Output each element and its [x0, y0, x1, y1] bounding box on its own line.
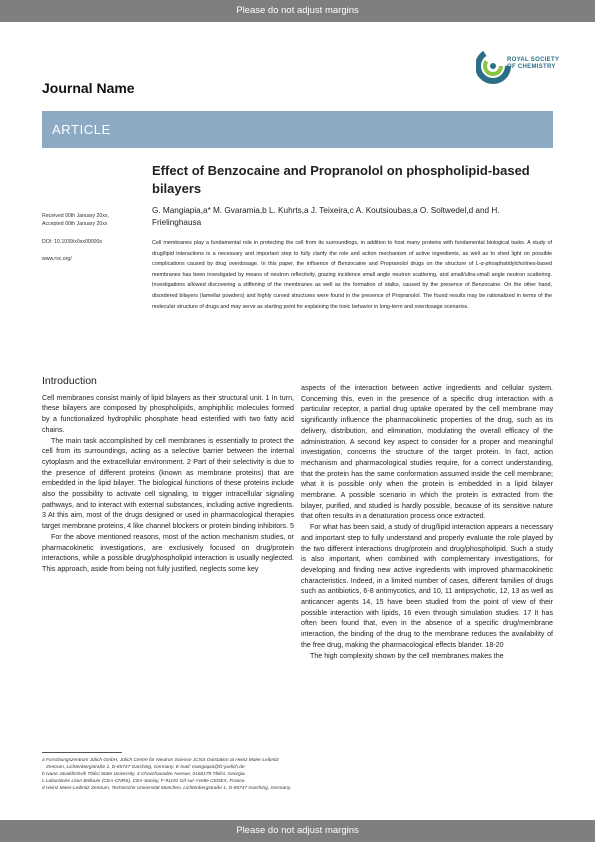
- bottom-margin-banner: Please do not adjust margins: [0, 820, 595, 842]
- footnote: a Forschungszentrum Jülich GmbH, Jülich Centre for Neutron Science JCNS Outstation at Heinz Maier-Leibnitz Zentrum, Lichtenbergstraße 1, D-85747 Garching, Germany. E-mail: mangiapia@fz-juelich.de: [42, 758, 279, 770]
- footnote: c Laboratoire Léon Brillouin (CEA-CNRS), CEA-Saclay, F-91191 Gif-sur-Yvette CEDEX, France.: [42, 779, 246, 784]
- journal-name: Journal Name: [42, 80, 135, 96]
- affiliation-footnotes: [42, 757, 292, 792]
- logo-line-2: OF CHEMISTRY: [507, 64, 556, 70]
- accepted-date: Accepted 00th January 20xx: [42, 221, 108, 227]
- paragraph: The main task accomplished by cell membranes is essentially to protect the cell from its surroundings, acting as a selective barrier between the internal cytoplasm and the extracellular environment. 2 Part of their selectivity is due to the presence of different proteins (known as membrane proteins) that are embedded in the lipid bilayer. The biological functions of these proteins include also the possibility to activate cell signaling, to trigger intracellular signaling pathways, and to interact with external substances, including active ingredients. 3 At this aim, most of the drugs designed or used in pharmacological therapies target membrane proteins, 4 like channel blockers or protein binding inhibitors. 5: [42, 436, 294, 531]
- rsc-logo-text: [507, 57, 567, 71]
- footnote-divider: [42, 752, 122, 753]
- author-list: G. Mangiapia,a* M. Gvaramia,b L. Kuhrts,a J. Teixeira,c A. Koutsioubas,a O. Soltwedel,d and H. Frielinghausa: [152, 206, 500, 227]
- footnote: b Ivane Javakhishvili Tbilisi State University, 3 Chavchavadze Avenue, 0160179 Tbilisi, Georgia.: [42, 772, 246, 777]
- paper-title: Effect of Benzocaine and Propranolol on phospholipid-based bilayers: [152, 163, 530, 196]
- doi: DOI: 10.1039/x0xx00000x: [42, 239, 102, 245]
- paragraph: aspects of the interaction between active ingredients and cellular system. Concerning this, even in the presence of a specific drug interaction with a particular receptor, a partial drug uptake operated by the cell membrane may significantly influence the pharmacokinetic properties of the drug, such as its delivery, distribution, and elimination, modulating the overall efficacy of the administration. A second key aspect to consider for a proper and meaningful investigation, concerns the structure of the target protein. In fact, action mechanism and pharmacological studies require, for a correct understanding, that the protein has the same conformation assumed inside the cell membrane; what it is possible only when the protein is embedded in a lipid bilayer membrane. A possible scenario in which the protein is extracted from the bilayer, purified, and studied is hardly possible, because of its sensitive nature that often results in a denaturation process once extracted.: [301, 384, 553, 521]
- website-link[interactable]: www.rsc.org/: [42, 256, 72, 262]
- footnote: d Heinz Maier-Leibnitz Zentrum, Technische Universität München, Lichtenbergstraße 1, D-85747 Garching, Germany.: [42, 786, 292, 791]
- article-type-bar: [42, 111, 553, 148]
- logo-line-1: ROYAL SOCIETY: [507, 57, 560, 63]
- received-date: Received 00th January 20xx,: [42, 213, 109, 219]
- paragraph: For the above mentioned reasons, most of the action mechanism studies, or pharmacokinetic investigations, are exclusively focused on drug/protein interactions, while a possible drug/phospholipid interaction is usually neglected. This approach, aside from being not fully justified, neglects some key: [42, 532, 294, 573]
- left-column: [42, 376, 294, 575]
- article-type-label: ARTICLE: [52, 122, 111, 137]
- paragraph: The high complexity shown by the cell membranes makes the: [310, 651, 504, 660]
- right-column: [301, 383, 553, 661]
- abstract: Cell membranes play a fundamental role in protecting the cell from its surroundings, in addition to host many proteins with fundamental biological tasks. A study of drug/lipid interactions is a necessary and important step to fully clarify the role and action mechanism of active ingredients, as well as to shed light on possible complications caused by drug overdosage. In this paper, the influence of Benzocaine and Propranolol drugs on the structure of L-α-phosphatidylcholines-based membranes has been investigated by means of neutron reflectivity, grazing incidence small angle neutron scattering, and small/ultra-small angle neutron scattering. Investigations allowed discovering a stiffening of the membranes as well as the formation of stalks, caused by the presence of Benzocaine. On the other hand, disordered bilayers (lamellar powders) and highly curved structures were found in the presence of Propranolol. The found results may be rationalized in terms of the molecular structure of drugs and may serve as starting point for explaining the toxic behavior in long-term and overdosage scenarios.: [152, 240, 552, 310]
- paragraph: Cell membranes consist mainly of lipid bilayers as their structural unit. 1 In turn, these bilayers are composed by phospholipids, amphiphilic molecules formed by a functionalized hydrophilic phosphate head esterified with two fatty acid chains.: [42, 393, 294, 434]
- top-margin-banner: Please do not adjust margins: [0, 0, 595, 22]
- section-heading: Introduction: [42, 375, 97, 387]
- paragraph: For what has been said, a study of drug/lipid interaction appears a necessary and important step to fully understand and properly evaluate the role played by the two different interactions drug/protein and drug/phospholipid. Such a study is also important, when combined with complementary investigations, for developing and finding new active ingredients with improved pharmacokinetic characteristics. Indeed, in a limited number of cases, different families of drugs such as antibiotics, 6-8 antimycotics, and 10, 11 antipsychotic, 12, 13 as well as anticancer agents 14, 15 have been studied from the point of view of their possible interaction with lipids, 16 even through simulation studies. 17 It has often been found that, even in the absence of a specific drug/membrane interaction, the binding of the drug to the membrane reduces the availability of the free drug, making the pharmacological effects blander. 18-20: [301, 523, 553, 649]
